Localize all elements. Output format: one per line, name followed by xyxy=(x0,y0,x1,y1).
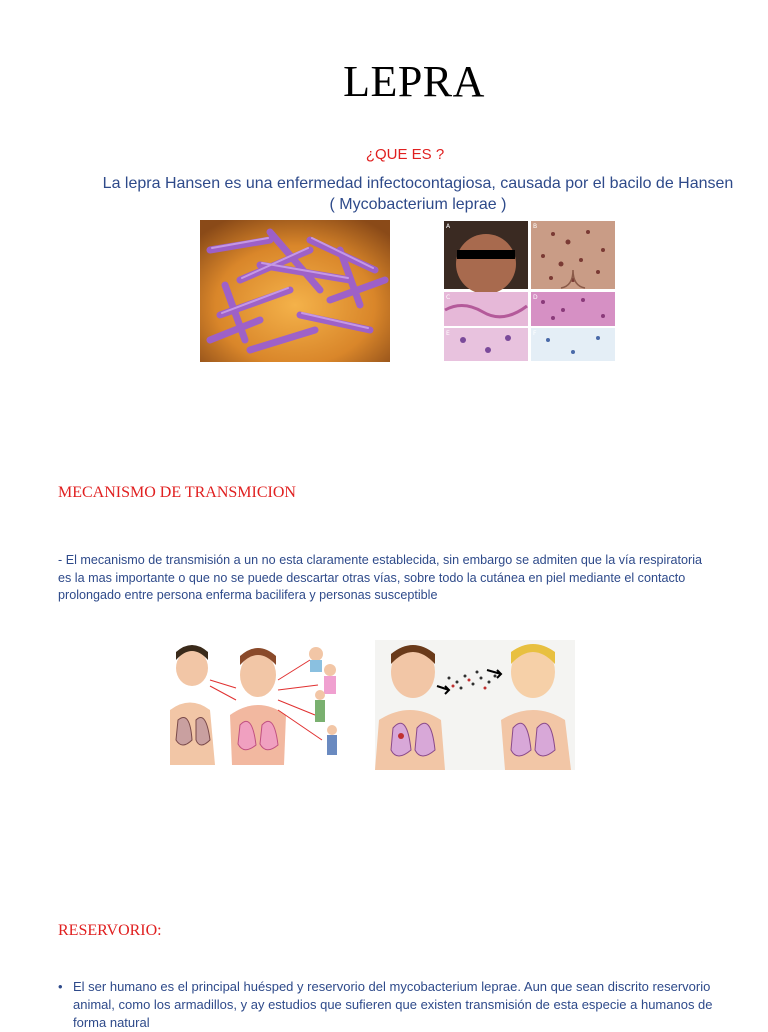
clinical-photos-image xyxy=(443,220,616,362)
reservoir-text: El ser humano es el principal huésped y reservorio del mycobacterium leprae. Aun que sean discrito reservorio animal, como los armadillos, y ay estudios que sufieren que existen transmisión de esta especie a humanos de forma natural xyxy=(73,979,713,1030)
reservoir-heading: RESERVORIO: xyxy=(58,922,162,939)
panel-label-d: D xyxy=(533,294,538,301)
definition-text: La lepra Hansen es una enfermedad infectocontagiosa, causada por el bacilo de Hansen ( Mycobacterium leprae ) xyxy=(102,175,734,213)
bullet-symbol: • xyxy=(58,979,63,994)
transmission-text: - El mecanismo de transmisión a un no esta claramente establecida, sin embargo se admiten que la vía respiratoria es la mas importante o que no se puede descartar otras vías, sobre todo la cutánea en piel mediante el contacto prolongado entre persona enferma bacilifera y personas susceptible xyxy=(58,553,703,602)
panel-label-b: B xyxy=(533,223,538,230)
panel-label-f: F xyxy=(533,330,537,337)
page-title: LEPRA xyxy=(343,57,485,106)
transmission-illustration-crowd xyxy=(170,640,345,765)
bacteria-image xyxy=(200,220,390,362)
transmission-heading: MECANISMO DE TRANSMICION xyxy=(58,484,296,501)
transmission-illustration-pair xyxy=(375,640,575,770)
panel-label-e: E xyxy=(446,330,450,337)
panel-label-a: A xyxy=(446,223,451,230)
question-heading: ¿QUE ES ? xyxy=(365,146,445,163)
panel-label-c: C xyxy=(446,294,451,301)
